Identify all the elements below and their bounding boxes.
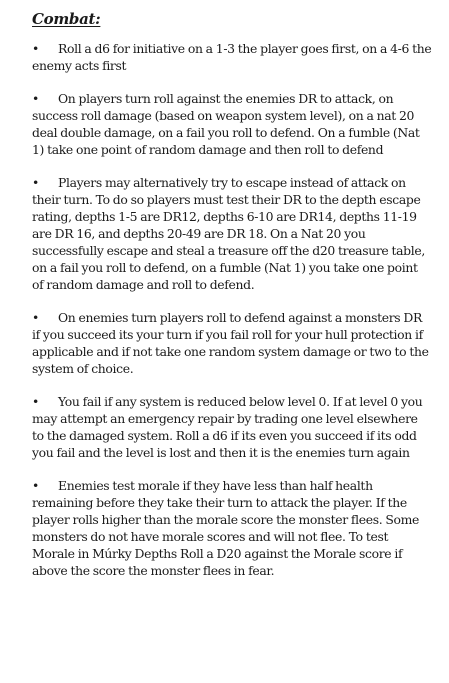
rule-initiative <box>32 40 432 74</box>
bullet-glyph: • <box>32 41 39 56</box>
bullet-glyph: • <box>32 91 39 106</box>
rule-player-attack <box>32 90 432 158</box>
rule-text: Roll a d6 for initiative on a 1-3 the player goes first, on a 4-6 the enemy acts first <box>32 41 432 73</box>
rule-text: On enemies turn players roll to defend against a monsters DR if you succeed its your turn if you fail roll for your hull protection if applicable and if not take one random system damage or two to the system of choice. <box>32 310 429 376</box>
rule-text: You fail if any system is reduced below level 0. If at level 0 you may attempt an emergency repair by trading one level elsewhere to the damaged system. Roll a d6 if its even you succeed if its odd you fail and the level is lost and then it is the enemies turn again <box>32 394 423 460</box>
document-page <box>32 10 432 595</box>
rule-enemy-turn <box>32 309 432 377</box>
bullet-glyph: • <box>32 310 39 325</box>
section-heading: Combat: <box>32 10 101 28</box>
rule-text: Enemies test morale if they have less than half health remaining before they take their turn to attack the player. If the player rolls higher than the morale score the monster flees. Some monsters do not have morale scores and will not flee. To test Morale in Múrky Depths Roll a D20 against the Morale score if above the score the monster flees in fear. <box>32 478 420 578</box>
rule-system-failure <box>32 393 432 461</box>
rule-text: Players may alternatively try to escape instead of attack on their turn. To do so players must test their DR to the depth escape rating, depths 1-5 are DR12, depths 6-10 are DR14, depths 11-19 are DR 16, and depths 20-49 are DR 18. On a Nat 20 you successfully escape and steal a treasure off the d20 treasure table, on a fail you roll to defend, on a fumble (Nat 1) you take one point of random damage and roll to defend. <box>32 175 425 292</box>
rule-morale <box>32 477 432 579</box>
bullet-glyph: • <box>32 175 39 190</box>
rule-escape <box>32 174 432 293</box>
bullet-glyph: • <box>32 478 39 493</box>
rule-text: On players turn roll against the enemies DR to attack, on success roll damage (based on weapon system level), on a nat 20 deal double damage, on a fail you roll to defend. On a fumble (Nat 1) take one point of random damage and then roll to defend <box>32 91 420 157</box>
bullet-glyph: • <box>32 394 39 409</box>
